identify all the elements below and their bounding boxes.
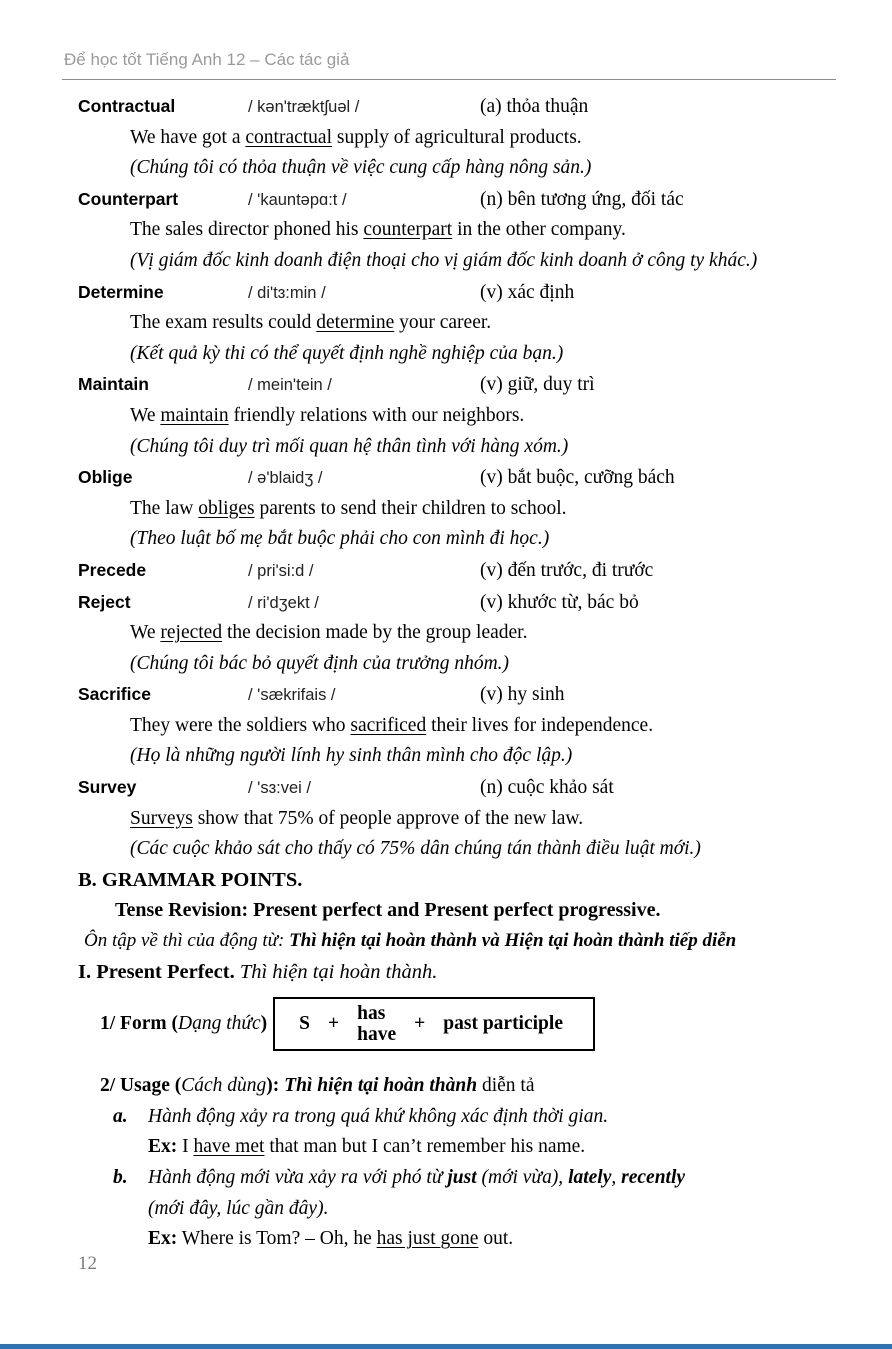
vocab-example xyxy=(0,494,892,525)
usage-item-label: b. xyxy=(113,1167,128,1188)
page-number: 12 xyxy=(78,1253,97,1274)
formula-subject: S xyxy=(299,1012,311,1034)
vocab-meaning: (v) xác định xyxy=(480,281,575,303)
usage-item-text xyxy=(148,1102,608,1133)
vocab-phonetic: / mein'tein / xyxy=(248,376,332,395)
usage-line xyxy=(0,1071,892,1102)
vocab-example xyxy=(0,618,892,649)
vocab-example xyxy=(0,401,892,432)
present-perfect-heading xyxy=(0,957,892,988)
vocab-example xyxy=(0,215,892,246)
vocab-meaning: (n) bên tương ứng, đối tác xyxy=(480,188,684,210)
text-segment: the decision made by the group leader. xyxy=(222,622,528,644)
text-segment: Ex: xyxy=(148,1228,178,1250)
text-segment: The sales director phoned his xyxy=(130,219,364,241)
text-segment: (mới vừa), xyxy=(476,1167,569,1188)
vocab-translation: (Các cuộc khảo sát cho thấy có 75% dân chúng tán thành điều luật mới.) xyxy=(130,838,701,860)
vocab-meaning: (v) đến trước, đi trước xyxy=(480,559,654,581)
vocab-translation: (Chúng tôi duy trì mối quan hệ thân tình với hàng xóm.) xyxy=(130,435,569,457)
vocab-translation: (Vị giám đốc kinh doanh điện thoại cho vị giám đốc kinh doanh ở công ty khác.) xyxy=(130,249,758,271)
grammar-revision-line xyxy=(0,926,892,957)
page-header xyxy=(62,0,836,80)
text-segment: maintain xyxy=(160,404,229,426)
usage-item-label: a. xyxy=(113,1105,128,1127)
text-segment: diễn tả xyxy=(477,1075,535,1097)
formula-aux-have: have xyxy=(357,1024,397,1046)
vocab-word: Contractual xyxy=(78,96,176,116)
text-segment: Hành động mới vừa xảy ra với phó từ xyxy=(148,1167,448,1188)
text-segment: Hành động xảy ra trong quá khứ không xác định thời gian. xyxy=(148,1105,609,1127)
vocab-example xyxy=(0,804,892,835)
vocab-phonetic: / ə'blaidʒ / xyxy=(248,469,323,488)
form-label xyxy=(100,1009,267,1040)
vocab-translation: (Chúng tôi có thỏa thuận về việc cung cấp hàng nông sản.) xyxy=(130,157,592,179)
vocabulary-list xyxy=(0,91,892,865)
vocab-entry-row xyxy=(0,772,892,804)
text-segment: Surveys xyxy=(130,807,193,829)
text-segment: counterpart xyxy=(363,219,453,241)
formula-participle: past participle xyxy=(443,1012,563,1034)
vocab-meaning: (v) bắt buộc, cưỡng bách xyxy=(480,467,675,489)
vocab-phonetic: / kən'træktʃuəl / xyxy=(248,98,360,116)
formula-box xyxy=(273,997,595,1051)
vocab-entry-row xyxy=(0,462,892,494)
text-segment: show that 75% of people approve of the new law. xyxy=(192,807,584,829)
vocab-entry-row xyxy=(0,277,892,309)
vocab-entry-row xyxy=(0,184,892,216)
usage-item-example xyxy=(0,1132,892,1163)
text-segment: The law xyxy=(130,497,199,519)
usage-items xyxy=(0,1102,892,1255)
text-segment: recently xyxy=(621,1167,686,1188)
text-segment: , xyxy=(611,1167,622,1188)
text-segment: Thì hiện tại hoàn thành và Hiện tại hoàn thành tiếp diễn xyxy=(289,930,737,952)
vocab-entry-row xyxy=(0,587,892,619)
vocab-example xyxy=(0,711,892,742)
vocab-word: Maintain xyxy=(78,374,149,395)
text-segment: We have got a xyxy=(130,126,246,148)
vocab-phonetic: / pri'si:d / xyxy=(248,561,314,580)
vocab-translation: (Kết quả kỳ thi có thể quyết định nghề nghiệp của bạn.) xyxy=(130,342,564,364)
vocab-translation: (Chúng tôi bác bỏ quyết định của trưởng nhóm.) xyxy=(130,652,510,674)
form-row xyxy=(0,991,892,1057)
vocab-phonetic: / di'tɜ:min / xyxy=(248,283,326,302)
text-segment: out. xyxy=(478,1228,514,1250)
text-segment: supply of agricultural products. xyxy=(332,126,582,148)
text-segment: We xyxy=(130,622,161,644)
text-segment: Where is Tom? – Oh, he xyxy=(177,1228,377,1250)
vocab-example xyxy=(0,123,892,154)
usage-item xyxy=(0,1163,892,1224)
text-segment: sacrificed xyxy=(350,714,427,736)
text-segment: ) xyxy=(260,1012,268,1034)
formula-aux-stack xyxy=(357,1003,396,1046)
vocab-entry-row xyxy=(0,679,892,711)
vocab-word: Sacrifice xyxy=(78,684,151,705)
text-segment: Thì hiện tại hoàn thành. xyxy=(239,960,438,983)
text-segment: Thì hiện tại hoàn thành xyxy=(284,1075,478,1097)
vocab-entry-row xyxy=(0,555,892,587)
text-segment: Cách dùng xyxy=(181,1075,267,1097)
text-segment: rejected xyxy=(160,622,223,644)
bottom-accent-bar xyxy=(0,1344,892,1349)
running-head: Để học tốt Tiếng Anh 12 – Các tác giả xyxy=(64,50,350,69)
text-segment: I xyxy=(177,1136,194,1158)
vocab-meaning: (a) thỏa thuận xyxy=(480,96,589,117)
vocab-phonetic: / 'sækrifais / xyxy=(248,686,336,705)
vocab-translation: (Theo luật bố mẹ bắt buộc phải cho con mình đi học.) xyxy=(130,528,550,550)
vocab-meaning: (v) hy sinh xyxy=(480,684,565,706)
formula-plus-1: + xyxy=(328,1012,340,1034)
text-segment: ): xyxy=(266,1075,285,1097)
usage-item-text xyxy=(148,1163,685,1224)
text-segment: in the other company. xyxy=(452,219,626,241)
grammar-heading: B. GRAMMAR POINTS. xyxy=(78,868,303,891)
vocab-entry-row xyxy=(0,369,892,401)
vocab-word: Precede xyxy=(78,559,147,580)
grammar-section xyxy=(0,865,892,1255)
vocab-word: Determine xyxy=(78,281,164,302)
vocab-word: Survey xyxy=(78,777,137,798)
text-segment: Ex: xyxy=(148,1136,178,1158)
text-segment: They were the soldiers who xyxy=(130,714,351,736)
text-segment: determine xyxy=(316,312,395,334)
usage-item xyxy=(0,1102,892,1133)
usage-item-example xyxy=(0,1224,892,1255)
vocab-meaning: (v) giữ, duy trì xyxy=(480,374,595,396)
formula-plus-2: + xyxy=(414,1012,426,1034)
vocab-word: Reject xyxy=(78,591,131,612)
text-segment: obliges xyxy=(198,497,255,519)
text-segment: lately xyxy=(568,1167,612,1188)
text-segment: have met xyxy=(193,1136,265,1158)
text-segment: friendly relations with our neighbors. xyxy=(228,404,525,426)
text-segment: Ôn tập về thì của động từ: xyxy=(84,930,290,952)
text-segment: I. Present Perfect. xyxy=(78,960,240,983)
vocab-phonetic: / 'kauntəpɑ:t / xyxy=(248,190,347,209)
vocab-word: Counterpart xyxy=(78,188,179,209)
vocab-word: Oblige xyxy=(78,467,133,488)
vocab-phonetic: / 'sɜ:vei / xyxy=(248,779,311,798)
grammar-subheading: Tense Revision: Present perfect and Present perfect progressive. xyxy=(115,899,661,922)
vocab-translation: (Họ là những người lính hy sinh thân mình cho độc lập.) xyxy=(130,745,573,767)
formula-aux-has: has xyxy=(357,1002,386,1024)
vocab-example xyxy=(0,308,892,339)
text-segment: that man but I can’t remember his name. xyxy=(264,1136,586,1158)
text-segment: has just gone xyxy=(376,1228,479,1250)
text-segment: 2/ Usage ( xyxy=(100,1075,182,1097)
text-segment: your career. xyxy=(394,312,492,334)
text-segment: (mới đây, lúc gần đây). xyxy=(148,1197,329,1219)
text-segment: 1/ Form ( xyxy=(100,1012,178,1034)
vocab-phonetic: / ri'dʒekt / xyxy=(248,593,319,612)
text-segment: contractual xyxy=(245,126,333,148)
text-segment: their lives for independence. xyxy=(426,714,654,736)
text-segment: just xyxy=(447,1167,477,1188)
vocab-meaning: (n) cuộc khảo sát xyxy=(480,777,614,799)
vocab-entry-row xyxy=(0,91,892,123)
text-segment: We xyxy=(130,404,161,426)
text-segment: Dạng thức xyxy=(177,1012,261,1034)
text-segment: parents to send their children to school. xyxy=(254,497,567,519)
vocab-meaning: (v) khước từ, bác bỏ xyxy=(480,591,639,613)
text-segment: The exam results could xyxy=(130,312,317,334)
